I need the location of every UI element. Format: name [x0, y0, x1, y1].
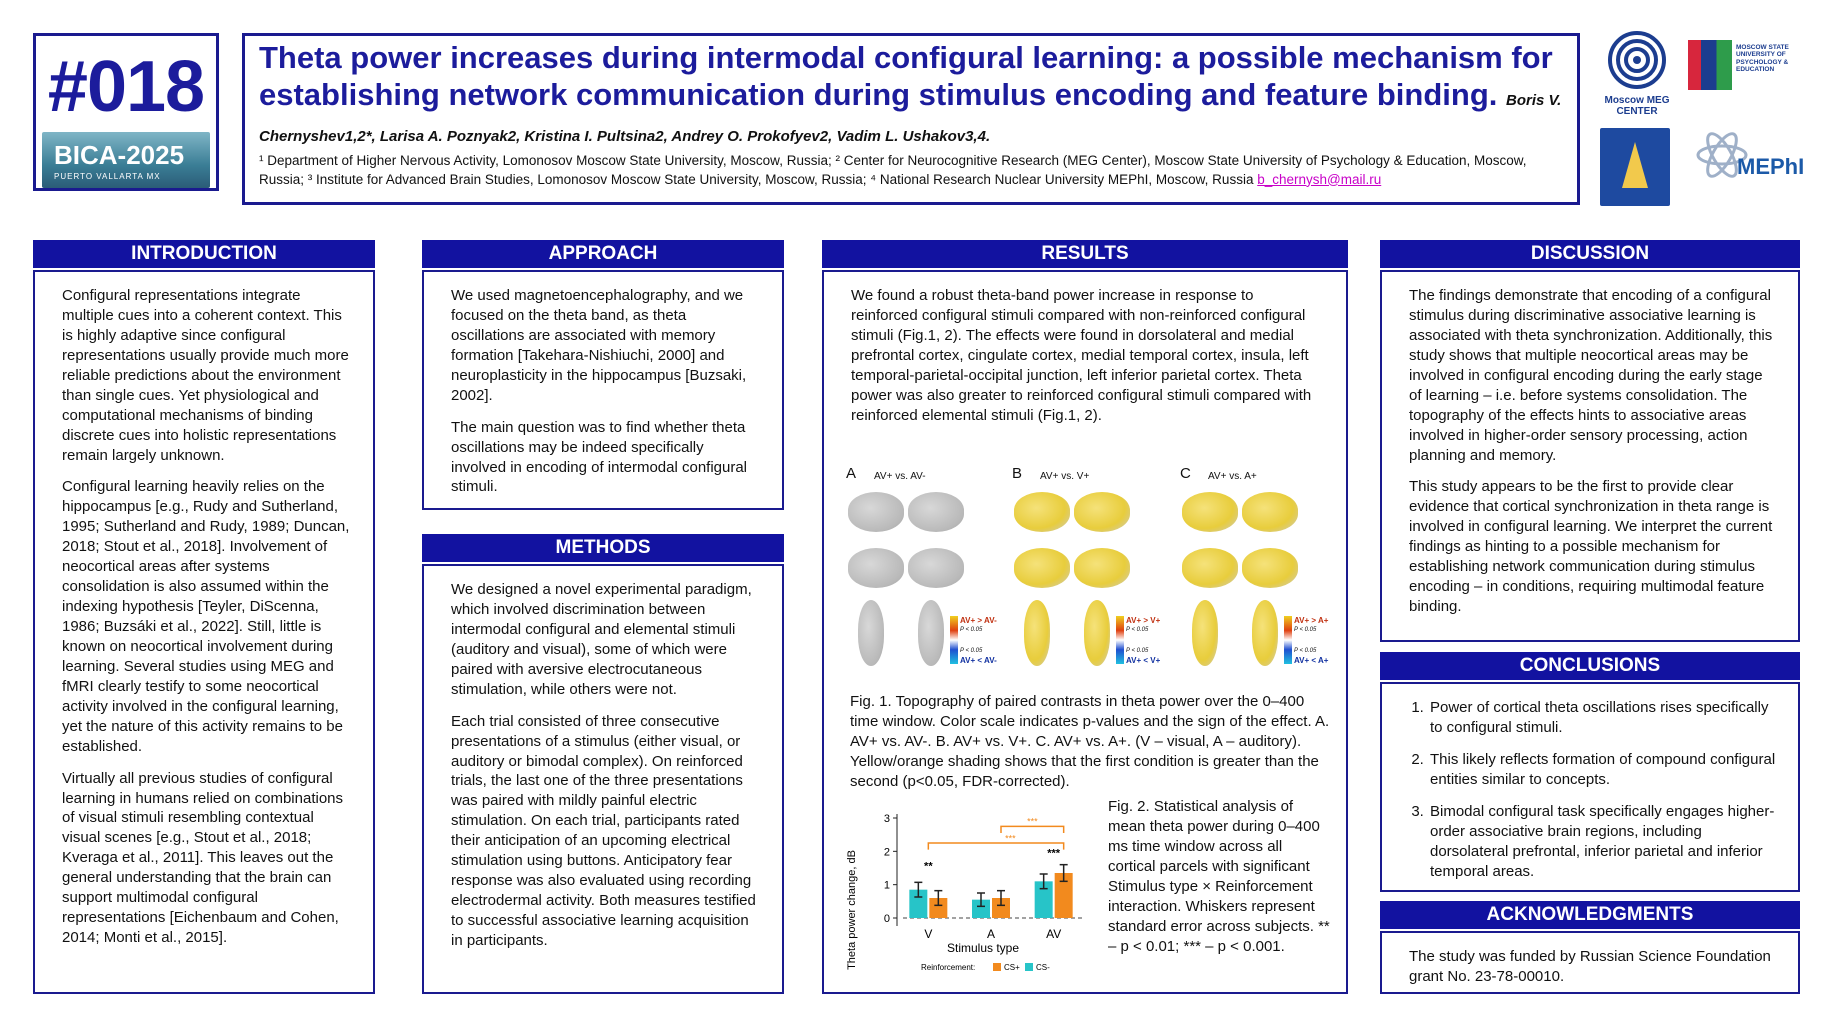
brain-map [1192, 600, 1218, 666]
affiliations [259, 152, 1563, 190]
y-tick-label: 1 [883, 879, 890, 892]
header [242, 33, 1580, 205]
msu-crest-icon [1600, 128, 1670, 206]
chart-x-label: Stimulus type [946, 941, 1020, 955]
significance-marker: ** [924, 860, 933, 873]
color-scale-positive-label: AV+ > AV- [960, 616, 997, 625]
x-tick-label: A [986, 927, 996, 941]
meg-center-label: Moscow MEG CENTER [1604, 95, 1670, 117]
discussion-box [1380, 270, 1800, 642]
meg-spiral-icon [1596, 30, 1678, 90]
methods-paragraph: Each trial consisted of three consecutive presentations of a stimulus (either visual, or auditory or bimodal complex). On reinforced trials, the last one of the three presentations was paired with mildly painful electric stimulation. On each trial, participants rated their anticipation of an upcoming electrical stimulation using buttons. Anticipatory fear response was also evaluated using recording electrodermal activity. Both measures testified to successful associative learning acquisition in participants. [451, 712, 756, 949]
brain-map [858, 600, 884, 666]
figure-2-caption: Fig. 2. Statistical analysis of mean theta power during 0–400 ms time window across all cortical parcels with significant Stimulus type × Reinforcement interaction. Whiskers represent standard error across subjects. ** – p < 0.01; *** – p < 0.001. [1108, 798, 1330, 955]
poster-title [259, 40, 1563, 150]
brain-map [1014, 548, 1070, 588]
panel-title: AV+ vs. A+ [1208, 471, 1257, 482]
methods-heading: METHODS [422, 534, 784, 562]
legend-swatch-cs-minus [1025, 963, 1033, 971]
acknowledgments-heading: ACKNOWLEDGMENTS [1380, 901, 1800, 929]
significance-bracket [928, 843, 1063, 850]
introduction-heading: INTRODUCTION [33, 240, 375, 268]
brain-map [1014, 492, 1070, 532]
brain-map [1024, 600, 1050, 666]
brain-map [848, 548, 904, 588]
color-scale-positive-label: AV+ > V+ [1126, 616, 1161, 625]
discussion-heading: DISCUSSION [1380, 240, 1800, 268]
legend-label-cs-minus: CS- [1036, 963, 1050, 972]
mephi-label: MEPhI [1737, 154, 1805, 179]
brain-map [1074, 548, 1130, 588]
methods-paragraph: We designed a novel experimental paradigm, which involved discrimination between intermodal configural and elemental stimuli (auditory and visual), some of which were paired with aversive electrocutaneous stimulation, while others were not. [451, 581, 752, 698]
conference-logo-text: BICA-2025 [54, 140, 185, 170]
approach-paragraph: The main question was to find whether theta oscillations may be indeed specifically involved in encoding of intermodal configural stimuli. [451, 418, 748, 496]
msupe-logo [1688, 40, 1798, 90]
color-scale-p-label: P < 0.05 [1126, 648, 1149, 654]
introduction-paragraph: Virtually all previous studies of configural learning in humans relied on combinations of visual stimuli resembling contextual visual scenes [e.g., Stout et al., 2018; Kveraga et al., 2011]. This leaves out the general understanding that the brain can support multimodal configural representations [Eichenbaum and Cohen, 2014; Monti et al., 2015]. [62, 769, 344, 947]
meg-center-logo [1596, 30, 1678, 117]
brain-map [908, 548, 964, 588]
introduction-box [33, 270, 375, 994]
results-heading: RESULTS [822, 240, 1348, 268]
title-text: Theta power increases during intermodal configural learning: a possible mechanism for establishing network communication during stimulus encoding and feature binding. [259, 40, 1553, 112]
conclusions-list [1428, 698, 1776, 882]
chart-y-label: Theta power change, dB [846, 850, 858, 970]
conference-location: PUERTO VALLARTA MX [54, 172, 161, 181]
mephi-logo [1695, 128, 1805, 188]
approach-box [422, 270, 784, 510]
y-tick-label: 3 [883, 813, 890, 825]
chart-bars [909, 817, 1072, 918]
panel-title: AV+ vs. V+ [1040, 471, 1090, 482]
color-scale-bar [1284, 616, 1292, 664]
email-link[interactable]: b_chernysh@mail.ru [1257, 171, 1382, 187]
conclusion-item: 2. This likely reflects formation of compound configural entities similar to concepts. [1428, 750, 1776, 790]
authors: Boris V. Chernyshev1,2*, Larisa A. Poznyak2, Kristina I. Pultsina2, Andrey O. Prokofyev2, Vadim L. Ushakov3,4. [259, 91, 1562, 146]
results-paragraph: We found a robust theta-band power increase in response to reinforced configural stimuli compared with non-reinforced configural stimuli (Fig.1, 2). The effects were found in dorsolateral and medial prefrontal cortex, cingulate cortex, medial temporal cortex, insula, left temporal-parietal-occipital junction, left inferior parietal cortex. Theta power was also greater to reinforced configural stimuli compared with reinforced elemental stimuli (Fig.1, 2). [851, 287, 1312, 424]
color-scale-p-label: P < 0.05 [1294, 648, 1317, 654]
conference-logo [42, 132, 210, 188]
y-tick-label: 2 [883, 846, 890, 859]
panel-letter: A [846, 465, 857, 482]
acknowledgments-text: The study was funded by Russian Science Foundation grant No. 23-78-00010. [1409, 948, 1771, 985]
panel-letter: B [1012, 465, 1023, 482]
introduction-paragraph: Configural representations integrate multiple cues into a coherent context. This is highly adaptive since configural representations usually provide much more reliable predictions about the environment than single cues. Yet physiological and computational mechanisms of binding discrete cues into holistic representations remain largely unknown. [62, 287, 349, 464]
brain-map [908, 492, 964, 532]
color-scale-p-label: P < 0.05 [960, 648, 983, 654]
panel-title: AV+ vs. AV- [874, 471, 926, 482]
introduction-paragraph: Configural learning heavily relies on the hippocampus [e.g., Rudy and Sutherland, 1995; Sutherland and Rudy, 1989; Duncan, 2018; Stout et al., 2018]. Involvement of neocortical areas after systems consolidation is also assumed within the indexing hypothesis [Teyler, DiScenna, 1986; Buzsáki et al., 2022]. Still, little is known on neocortical involvement during learning. Several studies using MEG and fMRI clearly testify to some neocortical activity involved in the configural learning, yet the nature of this activity remains to be established. [62, 478, 350, 755]
poster-id: #018 [47, 47, 205, 127]
significance-marker: *** [1005, 833, 1016, 844]
color-scale-p-label: P < 0.05 [1294, 627, 1317, 633]
brain-map [848, 492, 904, 532]
conclusion-item: 1. Power of cortical theta oscillations rises specifically to configural stimuli. [1428, 698, 1776, 738]
legend-label-cs-plus: CS+ [1004, 963, 1020, 972]
color-scale-negative-label: AV+ < A+ [1294, 656, 1329, 665]
brain-map [918, 600, 944, 666]
discussion-paragraph: The findings demonstrate that encoding of a configural stimulus during discriminative associative learning is associated with theta synchronization. Additionally, this study shows that multiple neocortical areas may be involved in configural encoding during the early stage of learning – i.e. before systems consolidation. The topography of the effects hints to associative areas involved in higher-order sensory processing, action planning and memory. [1409, 287, 1773, 464]
methods-box [422, 564, 784, 994]
panel-letter: C [1180, 465, 1191, 482]
poster-id-box [33, 33, 219, 191]
x-tick-label: AV [1046, 927, 1062, 941]
approach-paragraph: We used magnetoencephalography, and we focused on the theta band, as theta oscillations are associated with memory formation [Takehara-Nishiuchi, 2000] and neuroplasticity in the hippocampus [Buzsaki, 2002]. [451, 287, 747, 404]
conclusion-item: 3. Bimodal configural task specifically engages higher-order associative brain regions, including dorsolateral prefrontal, inferior parietal and inferior temporal areas. [1428, 802, 1776, 882]
conclusions-heading: CONCLUSIONS [1380, 652, 1800, 680]
significance-marker: *** [1027, 816, 1038, 827]
significance-marker: *** [1047, 847, 1061, 860]
figure-2-chart [845, 800, 1105, 980]
color-scale-negative-label: AV+ < V+ [1126, 656, 1161, 665]
brain-map [1242, 548, 1298, 588]
affiliations-text: ¹ Department of Higher Nervous Activity, Lomonosov Moscow State University, Moscow, Russia; ² Center for Neurocognitive Research (MEG Center), Moscow State University of Psychology & Education, Moscow, Russia; ³ Institute for Advanced Brain Studies, Lomonosov Moscow State University, Moscow, Russia; ⁴ National Research Nuclear University MEPhI, Moscow, Russia [259, 152, 1527, 187]
msupe-emblem-icon [1688, 40, 1732, 90]
conclusions-box [1380, 682, 1800, 892]
brain-map [1252, 600, 1278, 666]
color-scale-positive-label: AV+ > A+ [1294, 616, 1329, 625]
approach-heading: APPROACH [422, 240, 784, 268]
brain-map [1182, 492, 1238, 532]
brain-map [1242, 492, 1298, 532]
color-scale-bar [1116, 616, 1124, 664]
brain-map [1084, 600, 1110, 666]
y-tick-label: 0 [883, 913, 890, 925]
legend-swatch-cs-plus [993, 963, 1001, 971]
figure-1-caption: Fig. 1. Topography of paired contrasts in theta power over the 0–400 time window. Color scale indicates p-values and the sign of the effect. A. AV+ vs. AV-. B. AV+ vs. V+. C. AV+ vs. A+. (V – visual, A – auditory). Yellow/orange shading shows that the first condition is greater than the second (p<0.05, FDR-corrected). [850, 693, 1330, 790]
brain-map [1074, 492, 1130, 532]
color-scale-bar [950, 616, 958, 664]
color-scale-negative-label: AV+ < AV- [960, 656, 997, 665]
brain-map [1182, 548, 1238, 588]
msupe-label: MOSCOW STATE UNIVERSITY OF PSYCHOLOGY & EDUCATION [1736, 44, 1789, 74]
significance-bracket [1001, 826, 1064, 833]
acknowledgments-box [1380, 931, 1800, 994]
chart-legend-title: Reinforcement: [921, 963, 976, 972]
discussion-paragraph: This study appears to be the first to provide clear evidence that cortical synchronization in theta range is involved in configural learning. We interpret the current findings as hinting to a possible mechanism for establishing network communication during stimulus encoding – in conditions, requiring multimodal feature binding. [1409, 478, 1773, 616]
color-scale-p-label: P < 0.05 [960, 627, 983, 633]
x-tick-label: V [924, 927, 933, 941]
color-scale-p-label: P < 0.05 [1126, 627, 1149, 633]
